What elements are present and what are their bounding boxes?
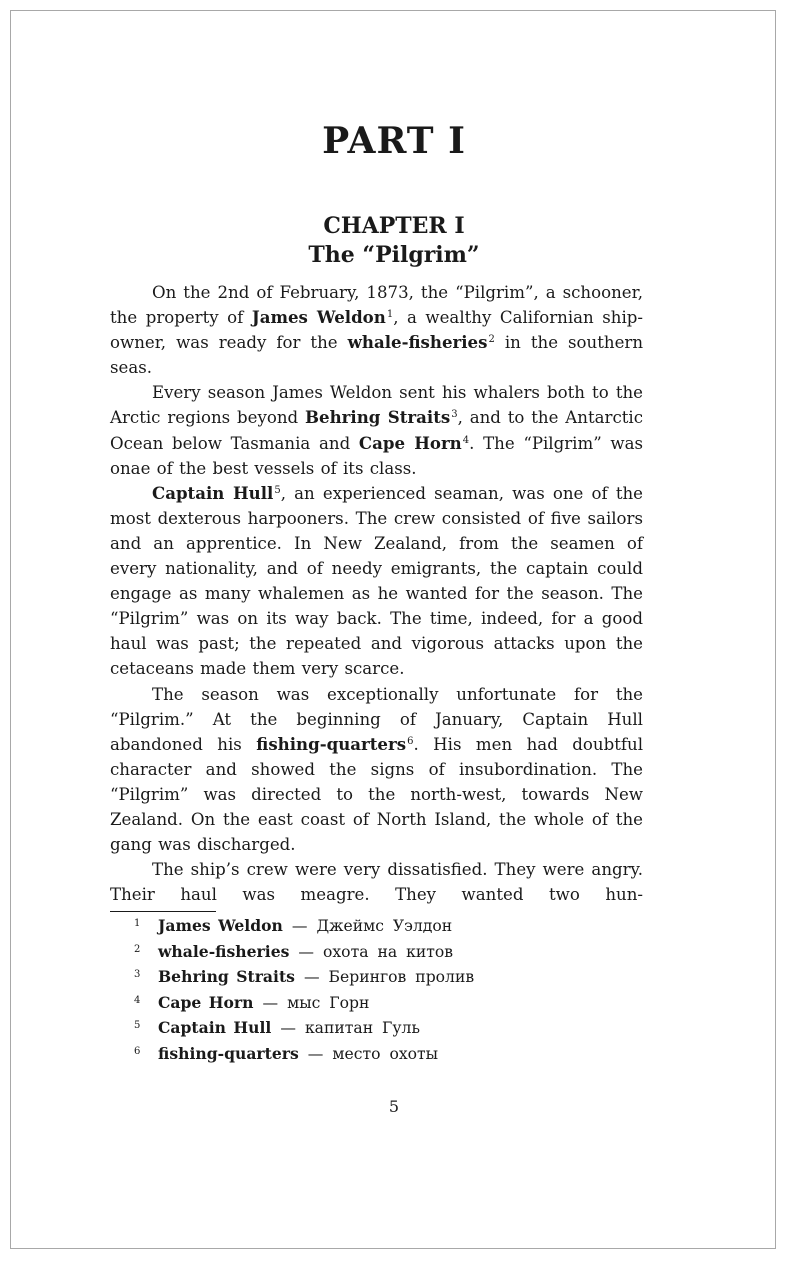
chapter-title: CHAPTER I [323, 213, 465, 239]
page-number: 5 [388, 1097, 400, 1116]
paragraph [110, 380, 643, 480]
footnote-dash: — [307, 1044, 324, 1063]
glossary-term: Cape Horn [358, 432, 462, 453]
footnote-item [134, 916, 654, 942]
footnote-dash: — [262, 993, 279, 1012]
footnote-translation: капитан Гуль [304, 1019, 420, 1038]
footnote-term: Behring Straits [158, 967, 295, 987]
text-run: On the 2nd of February, 1873, the “Pilgrim”, a schooner, the property of [110, 283, 643, 328]
paragraph [110, 682, 643, 858]
chapter-subtitle: The “Pilgrim” [308, 242, 480, 268]
footnote-term: whale-fisheries [158, 941, 290, 961]
text-run: in the southern seas. [110, 333, 644, 378]
footnote-term: Cape Horn [158, 992, 254, 1012]
footnote-number: 1 [134, 918, 141, 929]
text-run: The season was exceptionally unfortunate for the “Pilgrim.” At the beginning of January, Captain Hull abandoned his [110, 684, 643, 754]
footnote-ref: 6 [407, 735, 414, 747]
body-text [110, 280, 643, 907]
footnote-ref: 5 [274, 484, 281, 496]
text-run: . The “Pilgrim” was onae of the best vessels of its class. [110, 433, 643, 478]
glossary-term: Captain Hull [152, 482, 274, 503]
footnote-dash: — [291, 917, 308, 935]
text-run: Every season James Weldon sent his whalers both to the Arctic regions beyond [110, 383, 643, 428]
footnote-number: 2 [134, 943, 141, 955]
footnote-term: Captain Hull [158, 1018, 272, 1038]
footnote-ref: 4 [462, 434, 470, 446]
footnote-item [134, 967, 654, 993]
glossary-term: fishing-quarters [256, 733, 407, 754]
glossary-term: whale-fisheries [347, 332, 488, 353]
footnote-item [134, 1018, 654, 1044]
paragraph [110, 481, 643, 682]
footnote-translation: Берингов пролив [328, 968, 475, 987]
footnote-ref: 1 [386, 309, 394, 321]
text-run: , and to the Antarctic Ocean below Tasmania and [110, 408, 644, 453]
glossary-term: Behring Straits [305, 407, 451, 428]
footnote-translation: мыс Горн [287, 993, 370, 1012]
footnote-number: 4 [134, 994, 141, 1006]
footnote-translation: место охоты [332, 1044, 439, 1063]
footnote-term: fishing-quarters [158, 1043, 299, 1063]
footnote-translation: охота на китов [323, 942, 454, 961]
footnote-number: 3 [134, 969, 141, 981]
part-title: PART I [322, 120, 466, 162]
footnote-rule [110, 911, 216, 912]
footnote-ref: 3 [451, 409, 458, 421]
footnote-translation: Джеймс Уэлдон [316, 917, 453, 935]
paragraph [110, 280, 643, 380]
footnote-dash: — [298, 942, 314, 961]
footnote-ref: 2 [488, 334, 495, 346]
text-run: The ship’s crew were very dissatisfied. They were angry. Their haul was meagre. They wanted two hun- [110, 860, 643, 905]
glossary-term: James Weldon [251, 307, 386, 328]
text-run: , a wealthy Californian ship-owner, was ready for the [110, 308, 643, 353]
footnote-item [134, 942, 654, 968]
footnotes [134, 916, 654, 1070]
text-run: . His men had doubtful character and showed the signs of insubordination. The “Pilgrim” was directed to the north-west, towards New Zealand. On the east coast of North Island, the whole of the gang was discharged. [110, 734, 643, 855]
footnote-dash: — [280, 1019, 296, 1038]
footnote-item [134, 1044, 654, 1070]
footnote-item [134, 993, 654, 1019]
footnote-number: 6 [134, 1045, 141, 1057]
paragraph [110, 857, 643, 907]
footnote-term: James Weldon [158, 916, 283, 935]
footnote-number: 5 [134, 1020, 141, 1032]
footnote-dash: — [303, 968, 320, 987]
text-run: , an experienced seaman, was one of the most dexterous harpooners. The crew consisted of five sailors and an apprentice. In New Zealand, from the seamen of every nationality, and of needy emigrants, the captain could engage as many whalemen as he wanted for the season. The “Pilgrim” was on its way back. The time, indeed, for a good haul was past; the repeated and vigorous attacks upon the cetaceans made them very scarce. [110, 483, 643, 679]
